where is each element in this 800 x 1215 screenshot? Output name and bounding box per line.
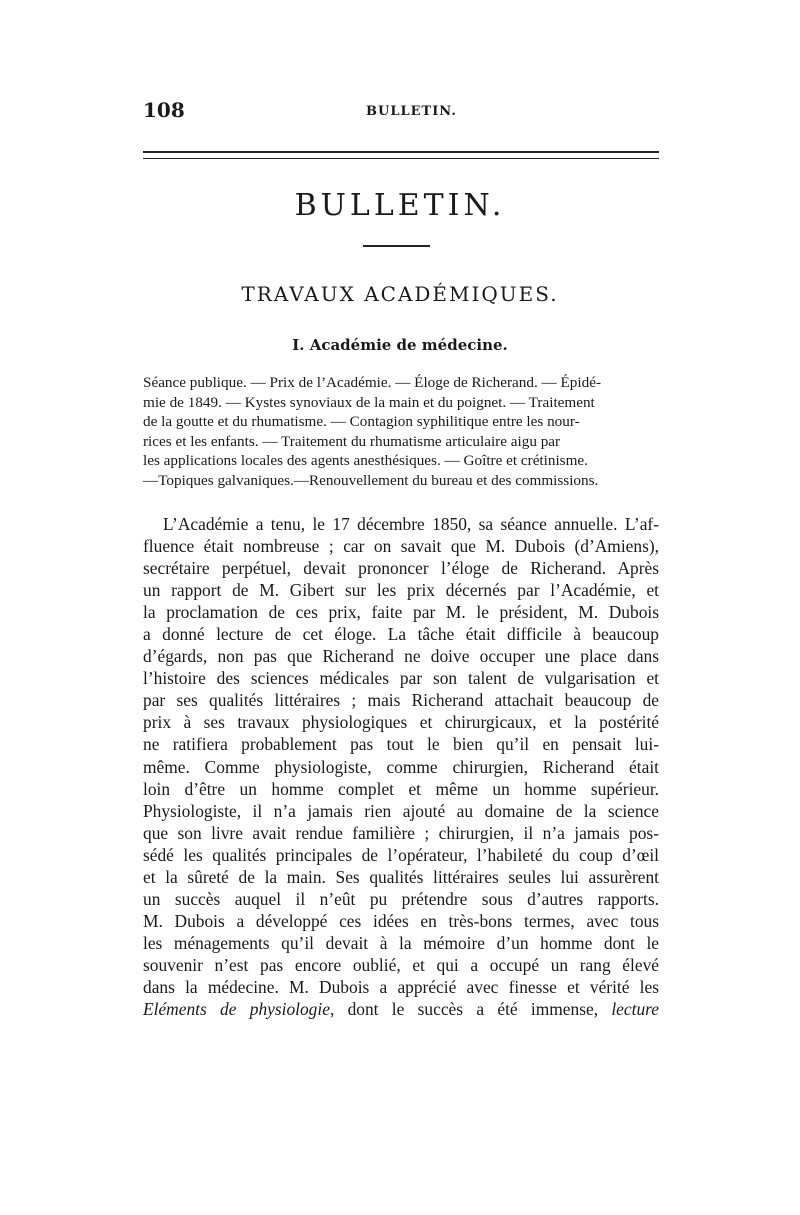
body-line: M. Dubois a développé ces idées en très-bons termes, avec tous (143, 910, 659, 931)
body-line: dans la médecine. M. Dubois a apprécié avec finesse et vérité les (143, 976, 659, 997)
body-line: par ses qualités littéraires ; mais Richerand attachait beaucoup de (143, 690, 659, 711)
summary-line: de la goutte et du rhumatisme. — Contagion syphilitique entre les nour- (143, 413, 580, 430)
catchword: lecture (611, 999, 659, 1020)
body-line: loin d’être un homme complet et même un homme supérieur. (143, 778, 659, 799)
body-text-fragment: , dont le succès a été immense, (329, 999, 612, 1020)
body-line: la proclamation de ces prix, faite par M. le président, M. Dubois (143, 602, 659, 623)
subsection-title: I. Académie de médecine. (292, 336, 508, 354)
body-line: secrétaire perpétuel, devait prononcer l’éloge de Richerand. Après (143, 558, 659, 579)
body-line: les ménagements qu’il devait à la mémoire d’un homme dont le (143, 932, 659, 953)
body-line: Physiologiste, il n’a jamais rien ajouté au domaine de la science (143, 800, 659, 821)
body-line: prix à ses travaux physiologiques et chirurgicaux, et la postérité (143, 712, 659, 733)
header-double-rule (143, 151, 659, 159)
body-line: un succès auquel il n’eût pu prétendre sous d’autres rapports. (143, 888, 659, 909)
running-head: BULLETIN. (366, 104, 457, 119)
body-paragraph (143, 513, 659, 1020)
summary-line: Séance publique. — Prix de l’Académie. — Éloge de Richerand. — Épidé- (143, 374, 602, 391)
page-number: 108 (143, 98, 185, 122)
body-line-last (143, 998, 659, 1020)
summary-paragraph (143, 373, 659, 490)
summary-line: mie de 1849. — Kystes synoviaux de la main et du poignet. — Traitement (143, 393, 595, 411)
section-title: TRAVAUX ACADÉMIQUES. (241, 282, 559, 306)
body-line: d’égards, non pas que Richerand ne doive occuper une place dans (143, 646, 659, 667)
body-line: sédé les qualités principales de l’opérateur, l’habileté du coup d’œil (143, 844, 659, 865)
body-line: souvenir n’est pas encore oublié, et qui a occupé un rang élevé (143, 954, 659, 975)
body-line: même. Comme physiologiste, comme chirurgien, Richerand était (143, 756, 659, 777)
summary-line: —Topiques galvaniques.—Renouvellement du bureau et des commissions. (143, 471, 599, 489)
main-title: BULLETIN. (294, 188, 506, 223)
body-line: l’histoire des sciences médicales par son talent de vulgarisation et (143, 668, 659, 689)
body-line: et la sûreté de la main. Ses qualités littéraires seules lui assurèrent (143, 866, 659, 887)
body-line: ne ratifiera probablement pas tout le bien qu’il en pensait lui- (143, 734, 659, 755)
body-line: L’Académie a tenu, le 17 décembre 1850, sa séance annuelle. L’af- (163, 514, 659, 534)
body-line: fluence était nombreuse ; car on savait que M. Dubois (d’Amiens), (143, 536, 659, 557)
title-rule (363, 245, 430, 247)
body-line: que son livre avait rendue familière ; chirurgien, il n’a jamais pos- (143, 822, 659, 843)
summary-line: les applications locales des agents anesthésiques. — Goître et crétinisme. (143, 452, 588, 469)
summary-line: rices et les enfants. — Traitement du rhumatisme articulaire aigu par (143, 432, 561, 450)
body-line: un rapport de M. Gibert sur les prix décernés par l’Académie, et (143, 580, 659, 601)
body-line: a donné lecture de cet éloge. La tâche était difficile à beaucoup (143, 624, 659, 645)
book-title: Eléments de physiologie (143, 999, 330, 1020)
